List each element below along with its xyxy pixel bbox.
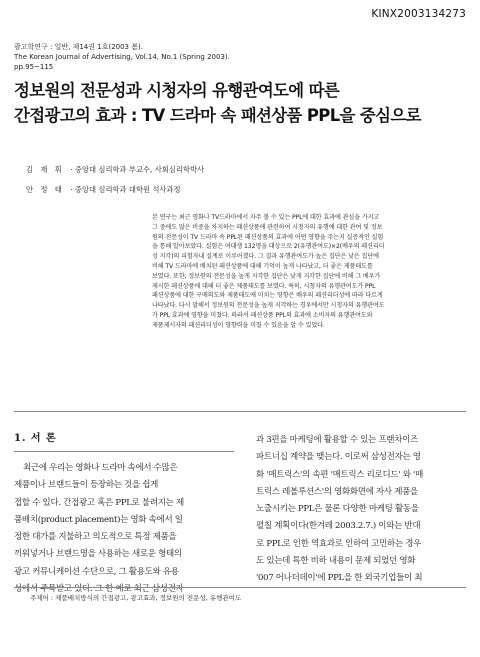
heading-underline bbox=[14, 451, 234, 452]
section-divider bbox=[14, 411, 466, 412]
abstract-line: 본 연구는 최근 영화나 TV드라마에서 자주 볼 수 있는 PPL에 대한 효과에 관심을 가지고 bbox=[152, 214, 380, 221]
body-column-left bbox=[14, 432, 234, 598]
abstract-line: 그 중에도 많은 비중을 차지하는 패션상품에 관련하여 시청자의 유행에 대한 관여 및 정보 bbox=[152, 223, 383, 231]
body-line: 트릭스 레볼루션스'의 영화화면에 자사 제품을 bbox=[256, 486, 418, 497]
paper-title bbox=[14, 78, 474, 128]
title-line: 정보원의 전문성과 시청자의 유행관여도에 따른 bbox=[14, 81, 340, 100]
author-name: 안 정 태 bbox=[26, 185, 65, 194]
author-list bbox=[26, 160, 204, 200]
body-text bbox=[256, 432, 466, 588]
body-line: 도 있는데 특한 비하 내용이 문제 되었던 영화 bbox=[256, 556, 416, 567]
author-name: 김 재 휘 bbox=[26, 165, 65, 174]
footnote-divider bbox=[14, 587, 466, 588]
abstract-line: 패션상품에 대한 구매의도와 제품태도에 미치는 영향은 배우의 패션리더성에 따라 다르게 bbox=[152, 292, 383, 300]
abstract-line: 나타났다. 다시 말해서 정보원의 전문성을 높게 지각하는 경우에서만 시청자의 유행관여도 bbox=[152, 302, 385, 310]
journal-pages: pp.95~115 bbox=[14, 63, 54, 72]
abstract-line: 비해 TV 드라마에 배치된 패션상품에 대해 기억이 높게 나타났고, 더 좋은 제품태도를 bbox=[152, 262, 373, 270]
body-line: 품배치(product placement)는 영화 속에서 일 bbox=[14, 514, 183, 525]
body-line: 화 '매트릭스'의 속편 '매트릭스 리로디드' 와 '매 bbox=[256, 469, 423, 480]
body-column-right bbox=[256, 432, 466, 588]
abstract-line: 원의 전문성이 TV 드라마 속 PPL된 패션상품의 효과에 어떤 영향을 주는지 실증적인 실험 bbox=[152, 233, 384, 241]
abstract-line: 제품제시자의 패션리더성이 영향력을 미칠 수 있음을 알 수 있었다. bbox=[152, 321, 325, 329]
title-line: 간접광고의 효과 : TV 드라마 속 패션상품 PPL을 중심으로 bbox=[14, 106, 421, 125]
author-row bbox=[26, 180, 204, 200]
body-line: 성에서 주목받고 있다. 그 한 예로 최근 삼성전자 bbox=[14, 584, 184, 595]
abstract-line: 제시한 패션상품에 대해 더 좋은 제품태도를 보였다. 특히, 시청자의 유행관여도가 PPL bbox=[152, 282, 376, 290]
author-affiliation: · 중앙대 심리학과 부교수, 사회심리학박사 bbox=[70, 165, 205, 174]
keywords: 주제어 : 제품배치방식의 간접광고, 광고효과, 정보원의 전문성, 유행관여도 bbox=[30, 594, 242, 602]
body-line: 제품이나 브랜드들이 등장하는 것을 쉽게 bbox=[14, 480, 159, 491]
abstract-line: 성 지각)의 피험자내 설계로 이루어졌다. 그 결과 유행관여도가 높은 집단은 낮은 집단에 bbox=[152, 253, 379, 261]
journal-info bbox=[14, 42, 230, 73]
body-line: 정한 대가를 지불하고 의도적으로 특정 제품을 bbox=[14, 532, 177, 543]
author-affiliation: · 중앙대 심리학과 대학원 석사과정 bbox=[70, 185, 181, 194]
abstract bbox=[152, 213, 464, 331]
section-heading: 1. 서 론 bbox=[14, 433, 57, 444]
body-line: 광고 커뮤니케이션 수단으로, 그 활용도와 유용 bbox=[14, 566, 179, 577]
author-row bbox=[26, 160, 204, 180]
body-line: 끼워넣거나 브랜드명을 사용하는 새로운 형태의 bbox=[14, 549, 182, 560]
body-line: 접할 수 있다. 간접광고 혹은 PPL로 불려지는 제 bbox=[14, 497, 184, 508]
body-text bbox=[14, 460, 234, 598]
document-id: KINX2003134273 bbox=[371, 8, 466, 20]
body-line: 노출시키는 PPL은 물론 다양한 마케팅 활동을 bbox=[256, 504, 419, 515]
body-line: 최근에 우리는 영화나 드라마 속에서 수많은 bbox=[23, 463, 178, 473]
journal-line: The Korean Journal of Advertising, Vol.14, No.1 (Spring 2003). bbox=[14, 53, 230, 62]
abstract-line: 보였다. 또한, 정보원의 전문성을 높게 지각한 집단은 낮게 지각한 집단에 비해 그 배우가 bbox=[152, 272, 381, 280]
abstract-line: 을 통해 알아보았다. 실험은 여대생 132명을 대상으로 2(유행관여도)×2(배우의 패션리더 bbox=[152, 243, 385, 251]
body-line: 파트너십 계약을 맺는다. 이로써 삼성전자는 영 bbox=[256, 452, 421, 463]
body-line: 펼칠 계획이다(한겨레 2003.2.7.) 이와는 반대 bbox=[256, 521, 421, 532]
journal-line: 광고학연구 : 일반, 제14권 1호(2003 봄). bbox=[14, 43, 143, 51]
abstract-line: 가 PPL 효과에 영향을 미쳤다. 따라서 패션상품 PPL의 효과에 소비자의 유행관여도와 bbox=[152, 311, 373, 319]
body-line: 과 3편을 마케팅에 활용할 수 있는 프랜차이즈 bbox=[256, 435, 418, 445]
body-line: 로 PPL로 인한 역효과로 인하여 고민하는 경우 bbox=[256, 538, 422, 549]
body-line: '007 어나더데이'에 PPL을 한 외국기업들이 최 bbox=[256, 573, 423, 584]
